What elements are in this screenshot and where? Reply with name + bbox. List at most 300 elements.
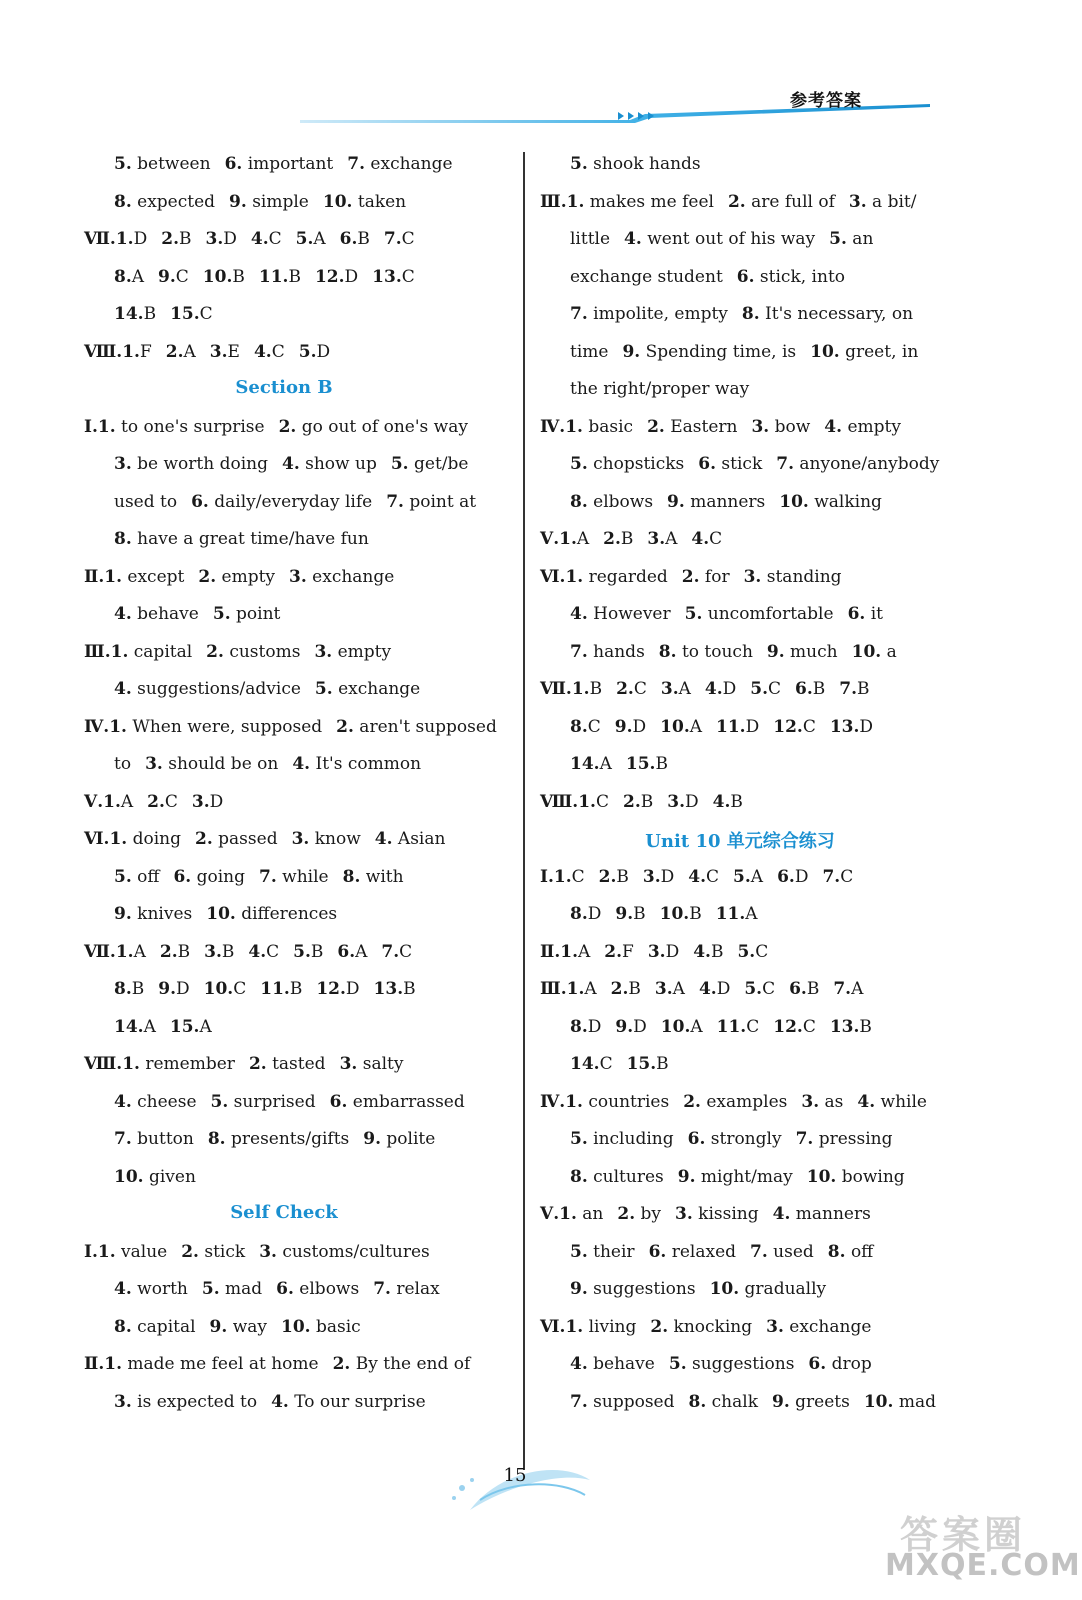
answer-text: B [589,679,603,699]
answer-text: C [571,866,585,887]
item-number: 11. [716,1016,747,1037]
answer-text: C [802,716,816,737]
item-number: 8. [658,641,677,662]
roman-numeral: Ⅵ. [540,566,566,587]
item-number: 9. [766,641,785,662]
answer-line [114,1392,426,1416]
answer-text: A [678,679,691,699]
answer-line [84,1242,430,1266]
item-number: 7. [386,491,404,512]
roman-numeral: Ⅰ. [84,1241,98,1262]
item-number: 15. [169,1016,200,1037]
item-number: 2. [181,1241,199,1262]
item-number: 3. [204,941,222,962]
answer-text: to one's surprise [115,416,265,437]
item-number: 9. [570,1279,588,1299]
item-number: 6. [339,229,358,249]
item-number: 4. [688,866,707,887]
item-number: 10. [810,341,840,362]
answer-text: daily/everyday life [208,491,373,512]
answer-text: A [355,941,368,962]
answer-text: it [865,604,883,624]
answer-text: A [131,266,145,287]
item-number: 1. [122,1054,140,1074]
item-number: 4. [857,1091,876,1112]
answer-text: expected [131,191,216,212]
answer-text: button [131,1129,194,1149]
answer-text: uncomfortable [702,604,834,624]
answer-text: B [131,979,145,999]
item-number: 7. [373,1279,391,1299]
answer-line [570,267,845,291]
item-number: 6. [777,866,795,887]
answer-text: A [689,716,703,737]
answer-text: used to [114,491,178,512]
answer-text: D [632,716,647,737]
section-heading: Self Check [230,1202,338,1223]
item-number: 8. [114,979,132,999]
item-number: 1. [578,791,596,812]
item-number: 5. [570,454,588,474]
item-number: 15. [170,304,200,324]
roman-numeral: Ⅱ. [84,1354,105,1374]
item-number: 11. [715,904,746,924]
answer-text: C [233,979,247,999]
answer-text: F [622,941,634,962]
item-number: 8. [570,1166,588,1187]
answer-text: A [750,866,764,887]
item-number: 14. [570,754,600,774]
item-number: 3. [642,866,661,887]
item-number: 4. [271,1391,289,1412]
answer-text: A [120,791,134,812]
item-number: 3. [205,229,224,249]
answer-text: be worth doing [131,454,268,474]
answer-text: D [745,716,760,737]
answer-text: off [845,1241,874,1262]
column-divider [523,152,525,1470]
answer-text: D [794,866,809,887]
item-number: 2. [681,566,700,587]
item-number: 5. [744,979,763,999]
answer-text: hands [587,641,645,662]
answer-text: with [360,866,404,887]
item-number: 3. [848,191,867,212]
item-number: 13. [829,1016,860,1037]
answer-line [114,454,468,478]
item-number: 1. [560,941,578,962]
item-number: 13. [372,266,402,287]
answer-text: polite [381,1129,436,1149]
answer-line [540,417,901,441]
item-number: 1. [115,941,134,962]
item-number: 8. [114,191,132,212]
item-number: 1. [565,566,584,587]
roman-numeral: Ⅷ. [540,791,579,812]
answer-text: C [164,791,178,812]
answer-text: bowing [836,1166,905,1187]
item-number: 2. [165,341,184,362]
answer-text: greet, in [839,341,919,362]
roman-numeral: Ⅱ. [84,566,105,587]
item-number: 7. [259,866,277,887]
answer-line [540,867,853,891]
roman-numeral: Ⅰ. [84,416,98,437]
item-number: 1. [566,979,585,999]
item-number: 8. [827,1241,846,1262]
item-number: 1. [103,791,121,812]
answer-text: surprised [228,1091,316,1112]
answer-line [114,192,406,216]
answer-text: C [802,1016,816,1037]
answer-text: elbows [293,1279,360,1299]
item-number: 1. [97,1241,116,1262]
item-number: 6. [847,604,866,624]
item-number: 6. [698,454,717,474]
answer-text: cheese [131,1091,197,1112]
item-number: 3. [675,1204,693,1224]
item-number: 5. [293,941,311,962]
answer-text: D [587,1016,602,1037]
page-number-ornament [440,1450,620,1530]
answer-text: A [576,529,590,549]
answer-text: C [399,941,413,962]
item-number: 5. [298,341,317,362]
answer-text: salty [357,1054,404,1074]
answer-text: makes me feel [584,191,714,212]
item-number: 4. [704,679,723,699]
answer-text: suggestions/advice [131,679,301,699]
item-number: 4. [691,529,710,549]
answer-text: A [599,754,612,774]
item-number: 7. [381,941,400,962]
item-number: 7. [570,641,588,662]
item-number: 10. [660,1016,691,1037]
answer-text: walking [808,491,882,512]
answer-text: regarded [583,566,668,587]
answer-line [114,1167,196,1191]
item-number: 8. [570,904,588,924]
item-number: 1. [110,641,129,662]
answer-line [570,1167,905,1191]
item-number: 9. [209,1316,228,1337]
item-number: 2. [206,641,224,662]
answer-line [84,1354,470,1378]
answer-text: A [665,529,678,549]
answer-line [570,304,913,328]
item-number: 6. [789,979,807,999]
answer-text: B [689,904,702,924]
answer-text: an [846,229,874,249]
answer-line [114,679,420,703]
answer-text: taken [352,191,407,212]
roman-numeral: Ⅲ. [540,979,567,999]
watermark-text: MXQE.COM [885,1548,1081,1583]
answer-text: By the end of [350,1354,471,1374]
answer-text: to [114,754,132,774]
answer-text: capital [131,1316,196,1337]
answer-text: much [784,641,838,662]
answer-text: remember [139,1054,235,1074]
answer-line [114,904,337,928]
answer-text: little [570,229,611,249]
answer-line [570,1392,936,1416]
roman-numeral: Ⅴ. [540,529,560,549]
answer-text: bow [769,416,811,437]
answer-text: A [199,1016,212,1037]
answer-text: doing [127,829,182,849]
item-number: 4. [772,1204,791,1224]
item-number: 1. [553,866,572,887]
answer-text: greets [789,1391,850,1412]
answer-text: living [583,1316,637,1337]
answer-line [570,1017,872,1041]
answer-text: C [755,941,769,962]
answer-text: D [660,866,675,887]
item-number: 3. [647,941,666,962]
answer-text: strongly [705,1129,782,1149]
item-number: 10. [806,1166,837,1187]
answer-text: kissing [692,1204,759,1224]
item-number: 3. [766,1316,784,1337]
answer-text: D [133,229,148,249]
item-number: 11. [716,716,746,737]
item-number: 4. [114,1091,132,1112]
answer-line [114,529,369,553]
item-number: 13. [373,979,404,999]
answer-text: C [706,866,720,887]
item-number: 4. [114,1279,132,1299]
item-number: 12. [773,716,803,737]
item-number: 6. [795,679,813,699]
answer-text: behave [131,604,199,624]
item-number: 2. [332,1354,351,1374]
item-number: 3. [259,1241,277,1262]
item-number: 9. [114,904,132,924]
answer-text: D [716,979,731,999]
answer-text: B [620,529,634,549]
roman-numeral: Ⅳ. [540,1091,566,1112]
answer-text: D [176,979,190,999]
answer-text: C [840,866,854,887]
answer-text: mad [893,1391,936,1412]
answer-text: off [131,866,160,887]
item-number: 8. [741,304,760,324]
item-number: 10. [660,716,690,737]
answer-line [570,1279,826,1303]
answer-line [570,604,883,628]
answer-text: B [710,941,724,962]
item-number: 7. [795,1129,814,1149]
answer-text: B [616,866,629,887]
item-number: 7. [570,304,588,324]
answer-text: suggestions [686,1354,795,1374]
answer-line [84,1054,403,1078]
answer-text: A [133,941,146,962]
answer-text: D [345,979,360,999]
answer-text: D [209,791,224,812]
answer-text: B [640,791,654,812]
item-number: 4. [114,679,132,699]
answer-text: suggestions [587,1279,696,1299]
answer-text: knocking [668,1316,753,1337]
answer-text: customs [223,641,301,662]
answer-line [570,379,749,403]
answer-text: embarrassed [347,1091,465,1112]
answer-text: It's necessary, on [759,304,914,324]
item-number: 2. [617,1204,636,1224]
item-number: 9. [677,1166,696,1187]
answer-text: value [115,1241,168,1262]
answer-text: F [139,341,152,362]
item-number: 14. [114,304,144,324]
item-number: 1. [97,416,116,437]
answer-text: B [143,304,157,324]
item-number: 1. [109,716,127,737]
roman-numeral: Ⅲ. [84,641,111,662]
answer-line [114,154,453,178]
item-number: 1. [559,1204,577,1224]
item-number: 6. [648,1241,667,1262]
item-number: 6. [191,491,209,512]
answer-text: exchange student [570,266,723,287]
answer-text: going [191,866,246,887]
item-number: 8. [342,866,361,887]
item-number: 2. [622,791,641,812]
item-number: 4. [248,941,267,962]
answer-text: way [227,1316,267,1337]
roman-numeral: Ⅳ. [84,716,110,737]
item-number: 2. [616,679,634,699]
answer-text: a bit/ [866,191,917,212]
answer-line [114,267,415,291]
answer-line [84,942,412,966]
answer-text: C [599,1054,613,1074]
item-number: 1. [104,1354,122,1374]
item-number: 12. [316,979,346,999]
answer-text: B [655,754,668,774]
item-number: 10. [114,1166,144,1187]
item-number: 3. [289,566,307,587]
answer-text: as [819,1091,844,1112]
answer-text: exchange [783,1316,872,1337]
answer-text: B [288,266,301,287]
answer-text: D [633,1016,647,1037]
answer-text: A [851,979,864,999]
item-number: 1. [115,229,134,249]
item-number: 7. [750,1241,768,1262]
item-number: 12. [773,1016,803,1037]
answer-text: B [403,979,416,999]
answer-line [540,979,863,1003]
item-number: 4. [570,1354,588,1374]
answer-line [540,679,870,703]
item-number: 4. [292,754,311,774]
answer-line [84,229,415,253]
answer-text: C [268,229,282,249]
answer-line [570,904,758,928]
answer-line [114,304,213,328]
answer-text: D [684,791,699,812]
answer-text: point [230,604,281,624]
answer-line [114,1092,465,1116]
answer-line [540,942,768,966]
item-number: 2. [603,529,621,549]
answer-text: stick [198,1241,246,1262]
answer-line [570,454,939,478]
item-number: 10. [281,1316,311,1337]
item-number: 10. [659,904,690,924]
answer-text: an [576,1204,604,1224]
answer-text: except [122,566,185,587]
item-number: 1. [566,191,585,212]
answer-text: differences [235,904,338,924]
answer-text: shook hands [587,154,701,174]
answer-text: A [672,979,685,999]
item-number: 6. [808,1354,827,1374]
item-number: 5. [750,679,769,699]
answer-line [570,492,882,516]
answer-text: worth [131,1279,188,1299]
answer-text: Spending time, is [640,341,797,362]
item-number: 2. [727,191,746,212]
item-number: 3. [291,829,310,849]
answer-line [570,229,873,253]
item-number: 12. [314,266,345,287]
answer-line [84,417,468,441]
answer-text: D [344,266,359,287]
item-number: 5. [210,1091,229,1112]
answer-text: basic [310,1316,361,1337]
item-number: 8. [114,266,132,287]
item-number: 9. [158,266,176,287]
answer-line [570,1354,872,1378]
item-number: 4. [712,791,731,812]
item-number: 5. [390,454,409,474]
answer-text: between [131,154,211,174]
item-number: 10. [322,191,353,212]
item-number: 1. [571,679,590,699]
item-number: 2. [598,866,617,887]
item-number: 5. [668,1354,687,1374]
item-number: 3. [654,979,673,999]
item-number: 5. [684,604,703,624]
header-title: 参考答案 [790,91,862,111]
answer-text: Eastern [664,416,738,437]
item-number: 7. [114,1129,132,1149]
answer-text: while [276,866,329,887]
answer-text: A [584,979,597,999]
item-number: 13. [829,716,860,737]
roman-numeral: Ⅴ. [540,1204,560,1224]
answer-text: supposed [587,1391,675,1412]
item-number: 2. [161,229,179,249]
item-number: 2. [683,1091,701,1112]
item-number: 1. [104,566,122,587]
answer-text: stick [716,454,763,474]
item-number: 3. [743,566,762,587]
roman-numeral: Ⅵ. [84,829,110,849]
answer-text: capital [128,641,193,662]
item-number: 5. [212,604,231,624]
answer-text: B [859,1016,872,1037]
item-number: 7. [839,679,858,699]
answer-text: for [699,566,730,587]
answer-text: important [242,154,334,174]
answer-text: know [309,829,361,849]
item-number: 2. [336,716,354,737]
answer-text: B [812,679,826,699]
